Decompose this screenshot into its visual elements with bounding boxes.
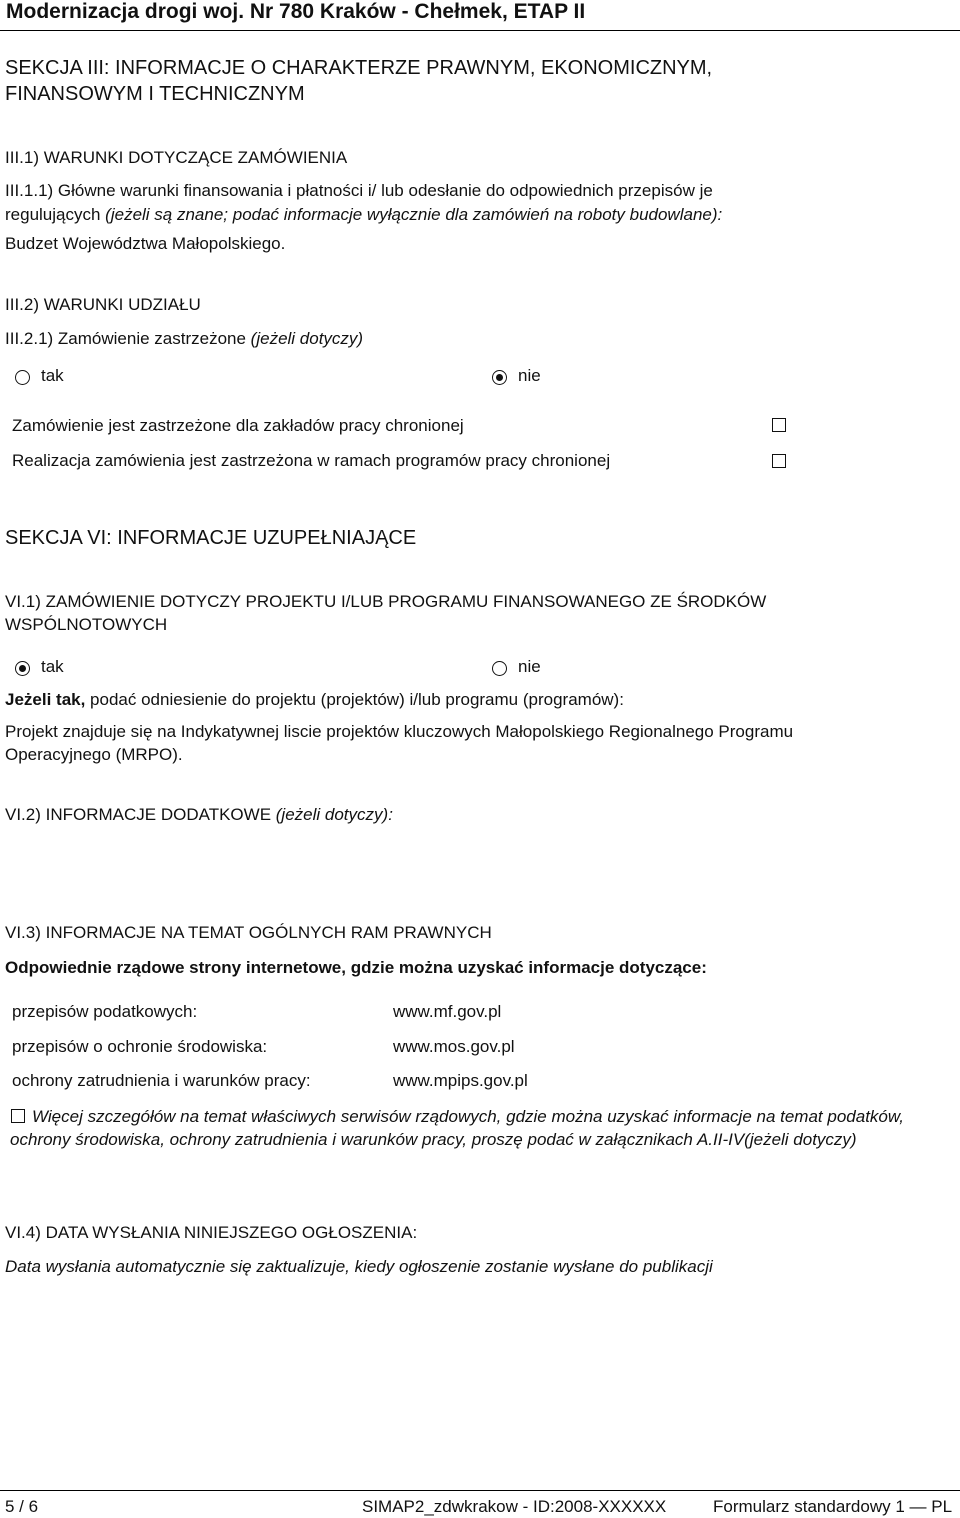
site-label-tax: przepisów podatkowych:	[12, 1002, 198, 1021]
eu-reference-rest: podać odniesienie do projektu (projektów) i/lub programu (programów):	[85, 690, 624, 709]
eu-project-tak-label: tak	[41, 657, 64, 676]
reserved-option2-checkbox[interactable]	[772, 454, 786, 468]
vi2-italic-note: (jeżeli dotyczy):	[271, 805, 393, 824]
eu-reference-label	[5, 690, 624, 710]
section3-title-line2: FINANSOWYM I TECHNICZNYM	[5, 83, 305, 105]
document-title: Modernizacja drogi woj. Nr 780 Kraków - Chełmek, ETAP II	[6, 0, 586, 23]
iii11-italic-note: (jeżeli są znane; podać informacje wyłącznie dla zamówień na roboty budowlane):	[100, 205, 723, 224]
eu-project-tak-radio[interactable]	[15, 661, 30, 676]
footer-page-number: 5 / 6	[5, 1497, 39, 1516]
iii11-value: Budzet Województwa Małopolskiego.	[5, 234, 286, 253]
vi2-line	[5, 805, 393, 825]
section3-title-line1: SEKCJA III: INFORMACJE O CHARAKTERZE PRAWNYM, EKONOMICZNYM,	[5, 57, 713, 79]
reserved-option2-label: Realizacja zamówienia jest zastrzeżona w ramach programów pracy chronionej	[12, 451, 611, 470]
reserved-nie-label: nie	[518, 366, 541, 385]
iii21-line	[5, 329, 363, 349]
reserved-option1-checkbox[interactable]	[772, 418, 786, 432]
vi3-heading: VI.3) INFORMACJE NA TEMAT OGÓLNYCH RAM PRAWNYCH	[5, 923, 492, 942]
vi3-subheading: Odpowiednie rządowe strony internetowe, gdzie można uzyskać informacje dotyczące:	[5, 958, 707, 977]
footer-form-name: Formularz standardowy 1 — PL	[713, 1497, 953, 1516]
iii11-line2	[5, 205, 722, 225]
iii11-line1: III.1.1) Główne warunki finansowania i płatności i/ lub odesłanie do odpowiednich przepisów je	[5, 181, 713, 200]
site-label-employment: ochrony zatrudnienia i warunków pracy:	[12, 1071, 311, 1090]
site-url-environment[interactable]: www.mos.gov.pl	[393, 1037, 515, 1056]
vi2-heading: VI.2) INFORMACJE DODATKOWE	[5, 805, 272, 824]
vi4-value: Data wysłania automatycznie się zaktualizuje, kiedy ogłoszenie zostanie wysłane do publikacji	[5, 1257, 713, 1276]
eu-project-nie-radio[interactable]	[492, 661, 507, 676]
site-url-tax[interactable]: www.mf.gov.pl	[393, 1002, 502, 1021]
iii21-label: III.2.1) Zamówienie zastrzeżone	[5, 329, 246, 348]
site-url-employment[interactable]: www.mpips.gov.pl	[393, 1071, 528, 1090]
eu-project-nie-label: nie	[518, 657, 541, 676]
iii21-italic-note: (jeżeli dotyczy)	[245, 329, 364, 348]
vi1-heading-line1: VI.1) ZAMÓWIENIE DOTYCZY PROJEKTU I/LUB PROGRAMU FINANSOWANEGO ZE ŚRODKÓW	[5, 592, 767, 611]
iii1-heading: III.1) WARUNKI DOTYCZĄCE ZAMÓWIENIA	[5, 148, 348, 167]
reserved-nie-radio[interactable]	[492, 370, 507, 385]
eu-reference-bold: Jeżeli tak,	[5, 690, 86, 709]
reserved-tak-label: tak	[41, 366, 64, 385]
vi1-heading-line2: WSPÓLNOTOWYCH	[5, 615, 168, 634]
reserved-tak-radio[interactable]	[15, 370, 30, 385]
iii11-bold: regulujących	[5, 205, 101, 224]
vi4-heading: VI.4) DATA WYSŁANIA NINIEJSZEGO OGŁOSZENIA:	[5, 1223, 418, 1242]
section6-title: SEKCJA VI: INFORMACJE UZUPEŁNIAJĄCE	[5, 527, 417, 549]
footer-document-id: SIMAP2_zdwkrakow - ID:2008-XXXXXX	[362, 1497, 667, 1516]
header-rule	[0, 30, 960, 31]
iii2-heading: III.2) WARUNKI UDZIAŁU	[5, 295, 201, 314]
more-info-text: Więcej szczegółów na temat właściwych serwisów rządowych, gdzie można uzyskać informacje na temat podatków, ochrony środowiska, ochrony zatrudnienia i warunków pracy, proszę podać w załącznikach A.II-IV(jeżeli dotyczy)	[10, 1107, 904, 1149]
footer-rule	[0, 1490, 960, 1491]
site-label-environment: przepisów o ochronie środowiska:	[12, 1037, 268, 1056]
eu-project-text: Projekt znajduje się na Indykatywnej liscie projektów kluczowych Małopolskiego Regionalnego Programu Operacyjnego (MRPO).	[5, 722, 794, 764]
reserved-option1-label: Zamówienie jest zastrzeżone dla zakładów pracy chronionej	[12, 416, 464, 435]
